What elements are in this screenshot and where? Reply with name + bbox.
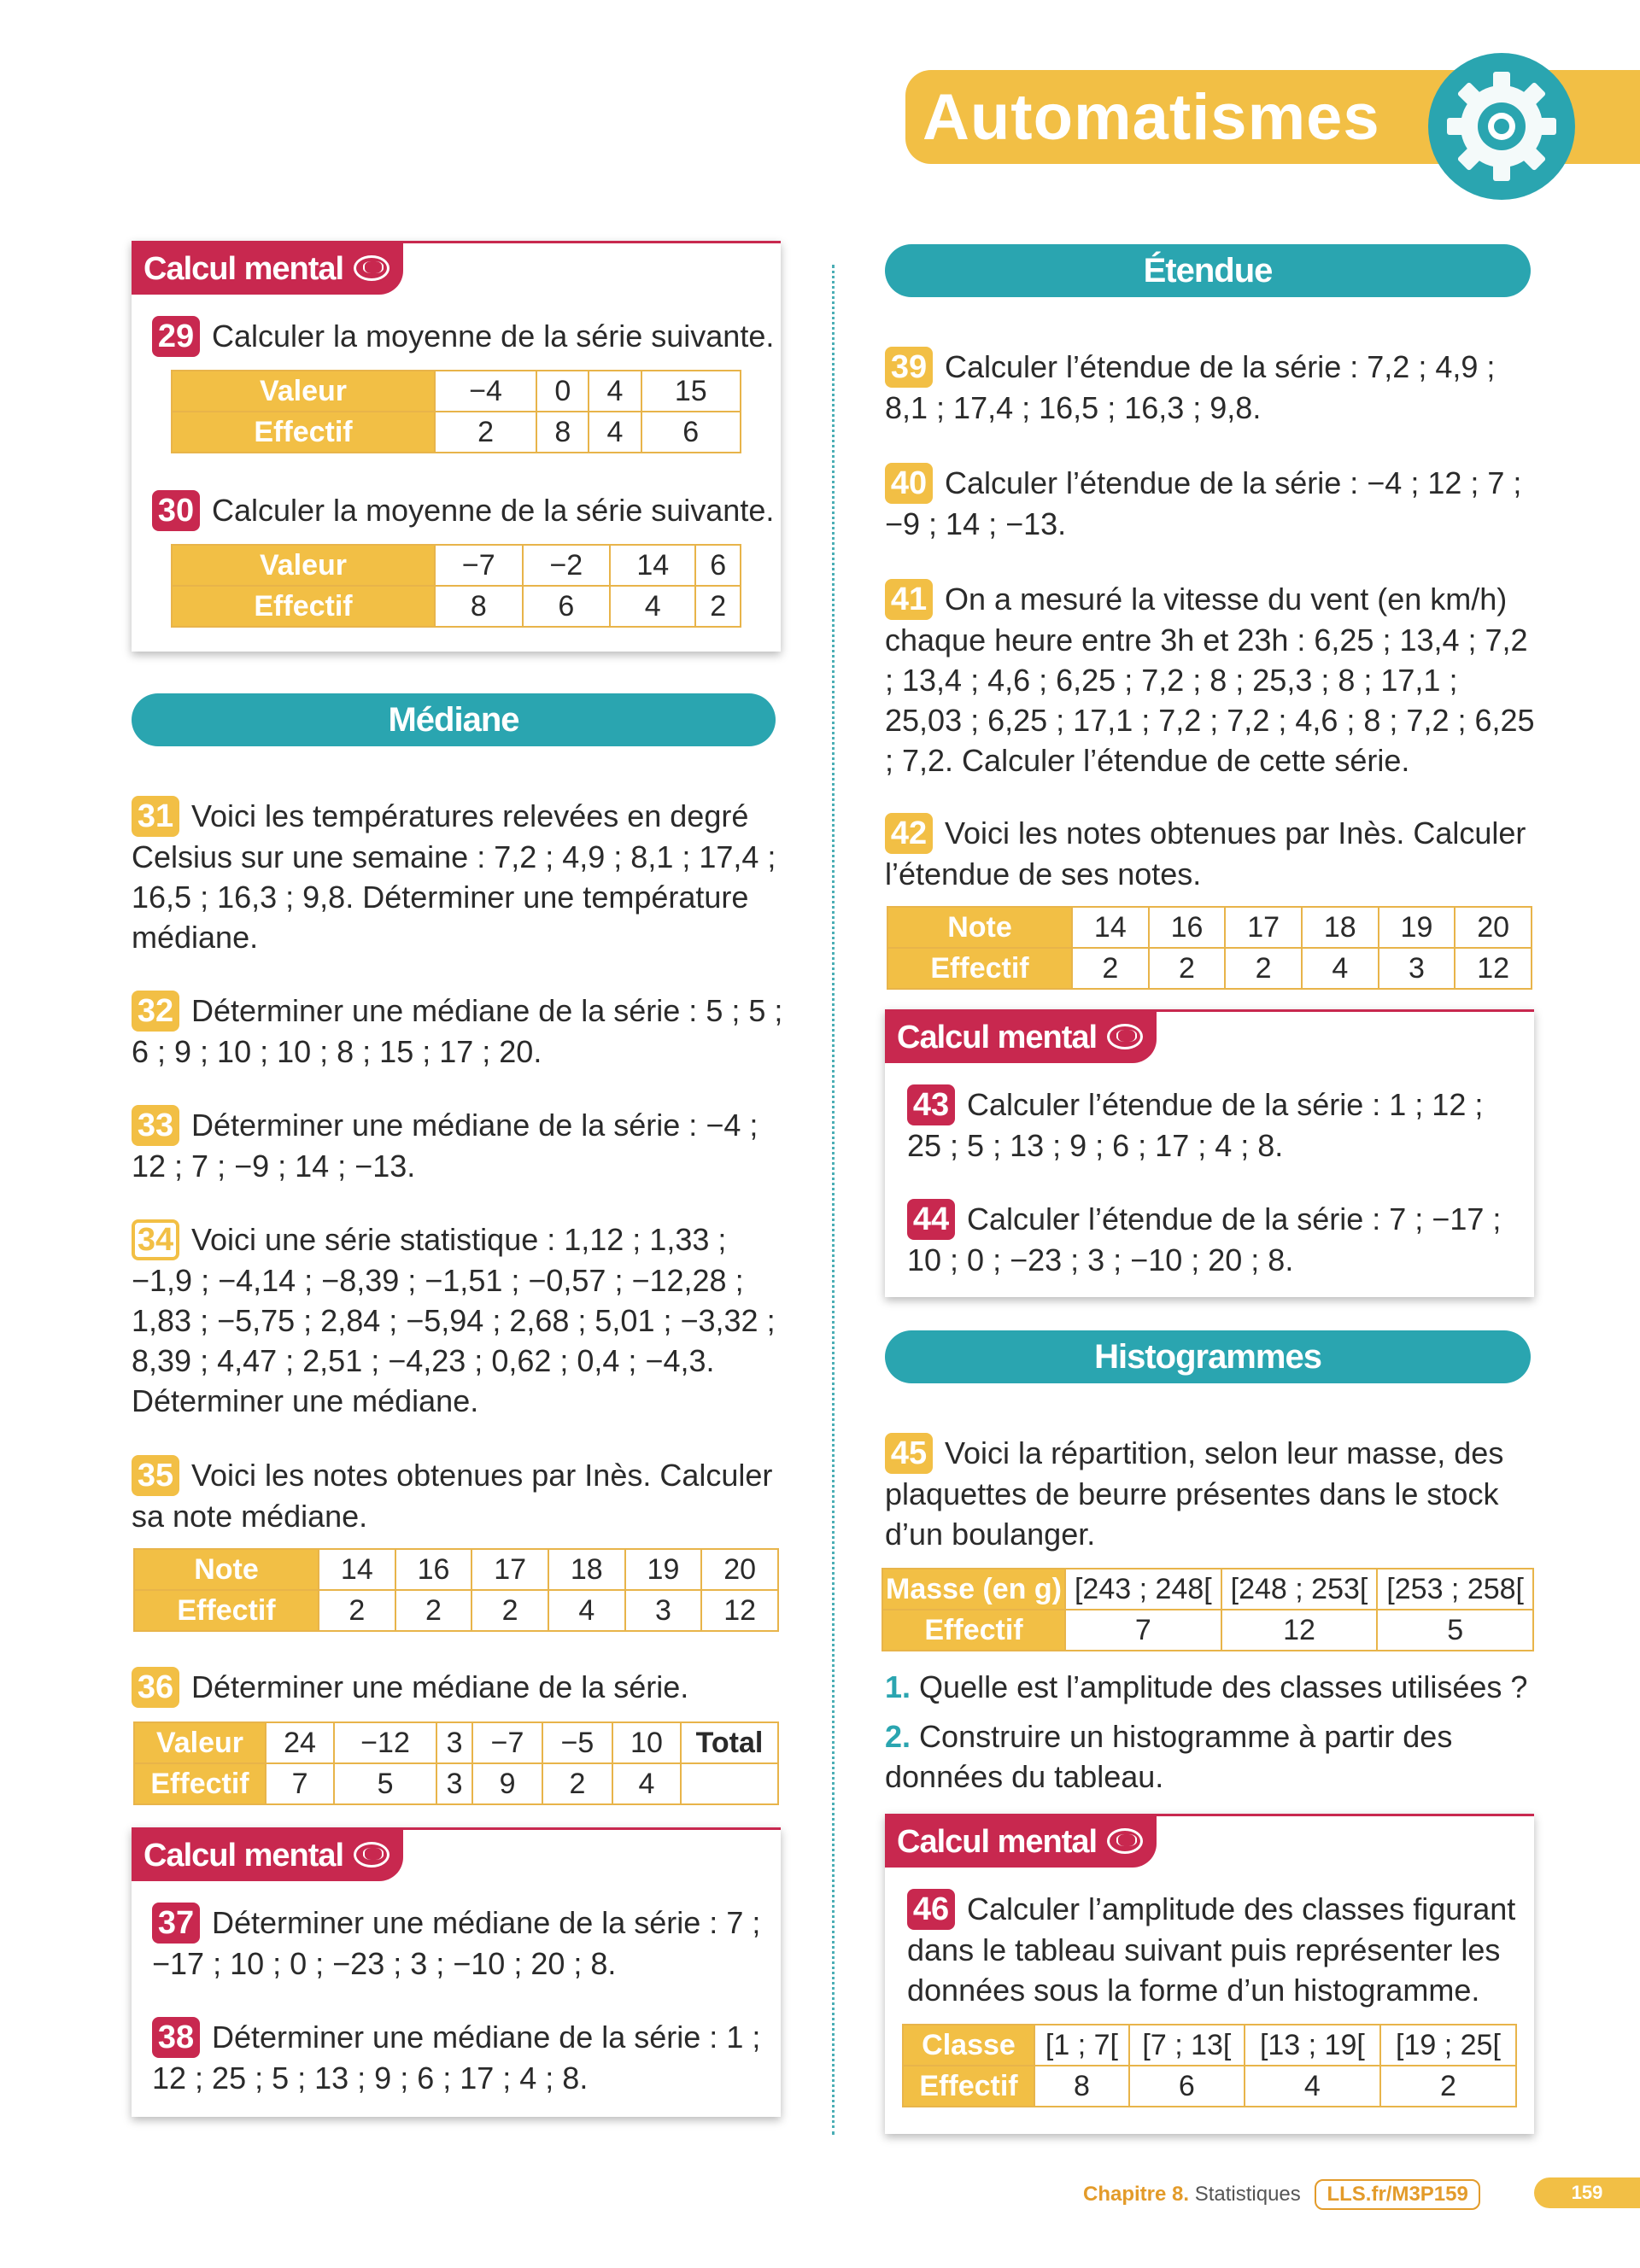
section-mediane: Médiane xyxy=(132,693,776,746)
brain-icon xyxy=(1107,1828,1143,1854)
calcul-mental-tag xyxy=(132,243,403,295)
table-cell: −2 xyxy=(523,545,611,586)
exercise-number: 42 xyxy=(885,813,933,854)
table-cell: 12 xyxy=(1221,1610,1378,1651)
page-number: 159 xyxy=(1534,2177,1640,2208)
header-cell: Note xyxy=(134,1549,319,1590)
table-cell: 12 xyxy=(701,1590,778,1631)
exercise-42 xyxy=(885,813,1543,894)
table-cell: 4 xyxy=(589,371,641,412)
table-cell: 2 xyxy=(542,1763,612,1804)
table-cell: 14 xyxy=(610,545,695,586)
table-cell: 6 xyxy=(695,545,741,586)
table-cell: 20 xyxy=(701,1549,778,1590)
table-cell: 2 xyxy=(1380,2066,1516,2107)
table-cell: −7 xyxy=(435,545,523,586)
table-cell: 16 xyxy=(1149,907,1226,948)
table-cell: 2 xyxy=(319,1590,395,1631)
table-cell: 7 xyxy=(266,1763,334,1804)
table-cell: 16 xyxy=(395,1549,472,1590)
table-cell: [1 ; 7[ xyxy=(1034,2025,1129,2066)
table-cell: 5 xyxy=(1377,1610,1533,1651)
calcul-mental-label: Calcul mental xyxy=(144,251,344,287)
table-cell: 4 xyxy=(589,412,641,453)
exercise-text: Calculer la moyenne de la série suivante. xyxy=(212,493,775,528)
header-cell: Valeur xyxy=(134,1722,266,1763)
table-cell: 19 xyxy=(625,1549,702,1590)
exercise-34 xyxy=(132,1219,789,1421)
table-cell: −7 xyxy=(472,1722,542,1763)
table-cell: 5 xyxy=(334,1763,436,1804)
exercise-text: Calculer l’étendue de la série : 1 ; 12 ; 25 ; 5 ; 13 ; 9 ; 6 ; 17 ; 4 ; 8. xyxy=(907,1087,1484,1163)
table-cell: 6 xyxy=(641,412,741,453)
exercise-35 xyxy=(132,1455,789,1536)
table-45 xyxy=(882,1568,1534,1651)
table-42 xyxy=(887,906,1532,990)
exercise-text: Déterminer une médiane de la série : 5 ; 5 ; 6 ; 9 ; 10 ; 10 ; 8 ; 15 ; 17 ; 20. xyxy=(132,993,783,1069)
calcul-mental-label: Calcul mental xyxy=(144,1838,344,1873)
table-cell: 4 xyxy=(1245,2066,1380,2107)
calcul-mental-label: Calcul mental xyxy=(897,1824,1098,1860)
exercise-38 xyxy=(152,2017,776,2098)
brain-icon xyxy=(1107,1024,1143,1049)
calcul-mental-tag xyxy=(885,1816,1157,1868)
header-cell: Effectif xyxy=(134,1590,319,1631)
gear-icon xyxy=(1428,53,1575,200)
exercise-32 xyxy=(132,991,789,1072)
exercise-text: Calculer l’étendue de la série : 7,2 ; 4,9 ; 8,1 ; 17,4 ; 16,5 ; 16,3 ; 9,8. xyxy=(885,349,1496,425)
table-cell: −4 xyxy=(435,371,536,412)
exercise-number: 35 xyxy=(132,1455,179,1496)
table-cell: 4 xyxy=(612,1763,681,1804)
footer-link[interactable]: LLS.fr/M3P159 xyxy=(1315,2179,1479,2210)
table-cell: [243 ; 248[ xyxy=(1065,1569,1221,1610)
table-cell: 20 xyxy=(1455,907,1532,948)
footer xyxy=(1083,2179,1480,2210)
exercise-number: 38 xyxy=(152,2017,200,2058)
exercise-text: Calculer l’étendue de la série : 7 ; −17 ; 10 ; 0 ; −23 ; 3 ; −10 ; 20 ; 8. xyxy=(907,1201,1502,1277)
table-cell: 6 xyxy=(1129,2066,1245,2107)
table-cell: 2 xyxy=(695,586,741,627)
section-histogrammes: Histogrammes xyxy=(885,1330,1531,1383)
chapter-label: Chapitre 8. xyxy=(1083,2183,1190,2206)
table-cell: 8 xyxy=(435,586,523,627)
table-cell: −12 xyxy=(334,1722,436,1763)
exercise-text: Calculer la moyenne de la série suivante. xyxy=(212,319,775,354)
exercise-number: 32 xyxy=(132,991,179,1032)
header-cell: Effectif xyxy=(172,586,435,627)
table-cell: 18 xyxy=(1302,907,1379,948)
exercise-number: 33 xyxy=(132,1105,179,1146)
exercise-37 xyxy=(152,1903,776,1984)
table-cell: 2 xyxy=(1149,948,1226,989)
exercise-40 xyxy=(885,463,1543,544)
table-cell: 18 xyxy=(548,1549,625,1590)
table-cell: 6 xyxy=(523,586,611,627)
exercise-44 xyxy=(907,1199,1522,1280)
table-cell: 4 xyxy=(1302,948,1379,989)
header-cell: Effectif xyxy=(172,412,435,453)
exercise-33 xyxy=(132,1105,789,1186)
table-30 xyxy=(171,544,741,628)
question-text: Quelle est l’amplitude des classes utilisées ? xyxy=(919,1669,1528,1704)
section-etendue: Étendue xyxy=(885,244,1531,297)
table-cell: 9 xyxy=(472,1763,542,1804)
calcul-mental-label: Calcul mental xyxy=(897,1020,1098,1055)
table-cell: 2 xyxy=(472,1590,548,1631)
exercise-39 xyxy=(885,347,1543,428)
exercise-text: Voici les notes obtenues par Inès. Calculer sa note médiane. xyxy=(132,1458,773,1534)
exercise-number: 37 xyxy=(152,1903,200,1944)
table-46 xyxy=(902,2024,1517,2107)
exercise-number: 29 xyxy=(152,316,200,357)
table-29 xyxy=(171,370,741,453)
table-cell: 12 xyxy=(1455,948,1532,989)
table-cell: 17 xyxy=(472,1549,548,1590)
header-cell: Valeur xyxy=(172,371,435,412)
exercise-text: Déterminer une médiane de la série : −4 ; 12 ; 7 ; −9 ; 14 ; −13. xyxy=(132,1108,758,1184)
exercise-31 xyxy=(132,796,789,957)
exercise-number: 34 xyxy=(132,1219,179,1260)
table-cell: 8 xyxy=(536,412,589,453)
exercise-number: 40 xyxy=(885,463,933,504)
table-cell: −5 xyxy=(542,1722,612,1763)
question-number: 1. xyxy=(885,1669,911,1704)
header-cell: Masse (en g) xyxy=(882,1569,1065,1610)
table-cell-total: Total xyxy=(681,1722,778,1763)
exercise-29 xyxy=(152,316,776,357)
exercise-number: 36 xyxy=(132,1667,179,1708)
table-cell: [253 ; 258[ xyxy=(1377,1569,1533,1610)
question-1 xyxy=(885,1667,1543,1707)
brain-icon xyxy=(354,1842,390,1868)
table-cell: 3 xyxy=(436,1722,472,1763)
exercise-45 xyxy=(885,1433,1543,1554)
table-cell: 7 xyxy=(1065,1610,1221,1651)
calcul-mental-tag xyxy=(885,1012,1157,1063)
exercise-number: 43 xyxy=(907,1084,955,1125)
table-cell: 15 xyxy=(641,371,741,412)
header-cell: Effectif xyxy=(903,2066,1034,2107)
exercise-number: 45 xyxy=(885,1433,933,1474)
exercise-text: Voici les notes obtenues par Inès. Calculer l’étendue de ses notes. xyxy=(885,815,1526,891)
table-cell: 17 xyxy=(1225,907,1302,948)
table-cell: 2 xyxy=(1072,948,1149,989)
table-cell: 4 xyxy=(610,586,695,627)
exercise-36 xyxy=(132,1667,789,1708)
table-cell: 10 xyxy=(612,1722,681,1763)
exercise-text: Déterminer une médiane de la série. xyxy=(191,1669,689,1704)
brain-icon xyxy=(354,255,390,281)
exercise-43 xyxy=(907,1084,1522,1166)
exercise-number: 31 xyxy=(132,796,179,837)
chapter-name: Statistiques xyxy=(1194,2183,1301,2206)
exercise-number: 41 xyxy=(885,579,933,620)
exercise-text: On a mesuré la vitesse du vent (en km/h) chaque heure entre 3h et 23h : 6,25 ; 13,4 ; 7,2 ; 13,4 ; 4,6 ; 6,25 ; 7,2 ; 8 ; 25,3 ; 8 ; 17,1 ; 25,03 ; 6,25 ; 17,1 ; 7,2 ; 7,2 ; 4,6 ; 8 ; 7,2 ; 6,25 ; 7,2. Calculer l’étendue de cette série. xyxy=(885,582,1535,778)
column-divider xyxy=(832,265,835,2135)
header-cell: Effectif xyxy=(887,948,1072,989)
table-cell: 3 xyxy=(436,1763,472,1804)
question-number: 2. xyxy=(885,1719,911,1754)
exercise-number: 39 xyxy=(885,347,933,388)
page-title: Automatismes xyxy=(922,81,1380,154)
question-text: Construire un histogramme à partir des données du tableau. xyxy=(885,1719,1453,1794)
exercise-30 xyxy=(152,490,776,531)
table-cell: 2 xyxy=(435,412,536,453)
exercise-text: Voici la répartition, selon leur masse, des plaquettes de beurre présentes dans le stock d’un boulanger. xyxy=(885,1435,1504,1552)
table-cell: 2 xyxy=(1225,948,1302,989)
header-cell: Effectif xyxy=(882,1610,1065,1651)
table-cell: 19 xyxy=(1379,907,1456,948)
header-cell: Effectif xyxy=(134,1763,266,1804)
calcul-mental-tag xyxy=(132,1830,403,1881)
table-cell: [248 ; 253[ xyxy=(1221,1569,1378,1610)
exercise-number: 30 xyxy=(152,490,200,531)
table-cell: 24 xyxy=(266,1722,334,1763)
exercise-text: Déterminer une médiane de la série : 1 ; 12 ; 25 ; 5 ; 13 ; 9 ; 6 ; 17 ; 4 ; 8. xyxy=(152,2020,761,2096)
table-cell: [7 ; 13[ xyxy=(1129,2025,1245,2066)
exercise-number: 44 xyxy=(907,1199,955,1240)
table-cell: 8 xyxy=(1034,2066,1129,2107)
table-cell: 3 xyxy=(1379,948,1456,989)
header-cell: Classe xyxy=(903,2025,1034,2066)
header-cell: Valeur xyxy=(172,545,435,586)
exercise-number: 46 xyxy=(907,1889,955,1930)
table-cell: 3 xyxy=(625,1590,702,1631)
exercise-text: Calculer l’étendue de la série : −4 ; 12 ; 7 ; −9 ; 14 ; −13. xyxy=(885,465,1522,541)
table-cell: 4 xyxy=(548,1590,625,1631)
exercise-text: Voici les températures relevées en degré Celsius sur une semaine : 7,2 ; 4,9 ; 8,1 ; 17,4 ; 16,5 ; 16,3 ; 9,8. Déterminer une température médiane. xyxy=(132,798,776,955)
table-35 xyxy=(133,1548,779,1632)
table-cell: [19 ; 25[ xyxy=(1380,2025,1516,2066)
exercise-text: Déterminer une médiane de la série : 7 ; −17 ; 10 ; 0 ; −23 ; 3 ; −10 ; 20 ; 8. xyxy=(152,1905,761,1981)
table-cell: 14 xyxy=(1072,907,1149,948)
exercise-46 xyxy=(907,1889,1522,2010)
table-cell: 2 xyxy=(395,1590,472,1631)
table-36 xyxy=(133,1721,779,1805)
question-2 xyxy=(885,1716,1543,1797)
table-cell: 14 xyxy=(319,1549,395,1590)
table-cell: 0 xyxy=(536,371,589,412)
table-cell xyxy=(681,1763,778,1804)
exercise-41 xyxy=(885,579,1543,780)
table-cell: [13 ; 19[ xyxy=(1245,2025,1380,2066)
exercise-text: Voici une série statistique : 1,12 ; 1,33 ; −1,9 ; −4,14 ; −8,39 ; −1,51 ; −0,57 ; −12,28 ; 1,83 ; −5,75 ; 2,84 ; −5,94 ; 2,68 ; 5,01 ; −3,32 ; 8,39 ; 4,47 ; 2,51 ; −4,23 ; 0,62 ; 0,4 ; −4,3. Déterminer une médiane. xyxy=(132,1222,776,1418)
header-cell: Note xyxy=(887,907,1072,948)
exercise-text: Calculer l’amplitude des classes figurant dans le tableau suivant puis représenter les données sous la forme d’un histogramme. xyxy=(907,1891,1516,2008)
